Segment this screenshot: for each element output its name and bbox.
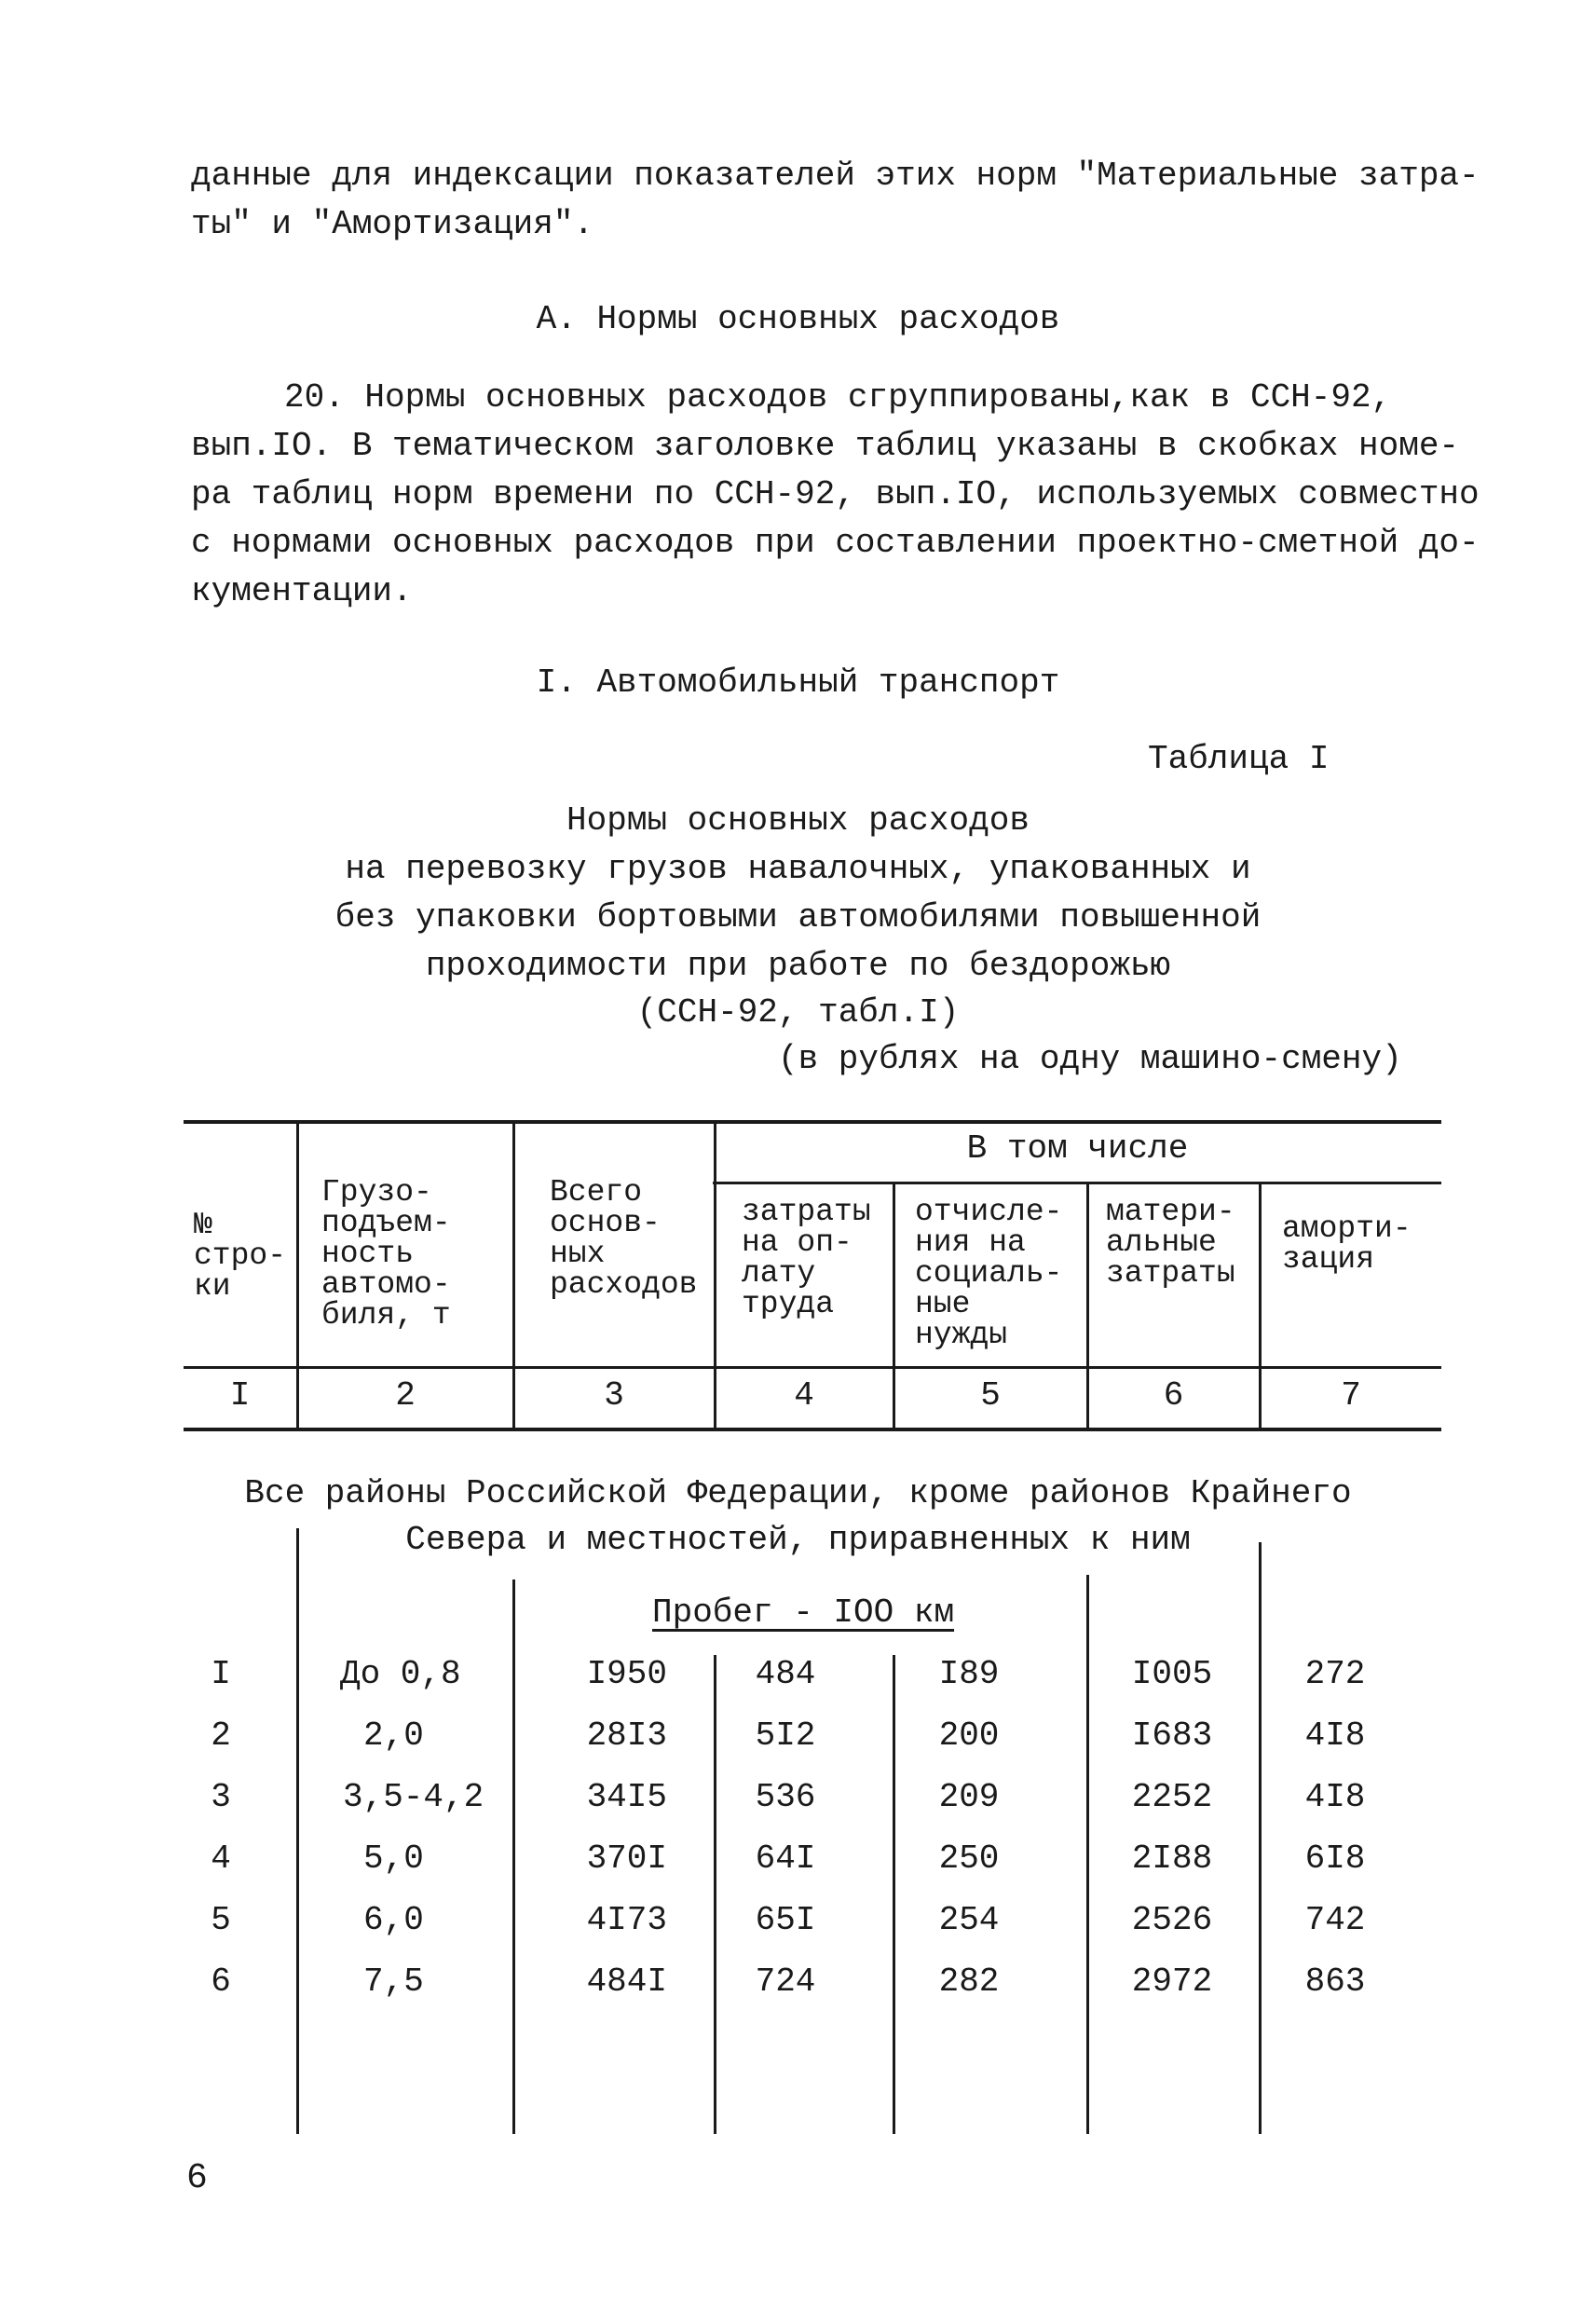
- column-header-row-number: № стро- ки: [194, 1208, 287, 1304]
- row-number: 3: [211, 1778, 231, 1816]
- materials-cell: 2526: [1131, 1901, 1213, 1939]
- total-cell: 34I5: [586, 1778, 667, 1816]
- table-label: Таблица I: [1148, 740, 1330, 778]
- total-cell: I950: [586, 1655, 667, 1693]
- group-header: В том числе: [966, 1129, 1189, 1168]
- column-header-total: Всего основ- ных расходов: [550, 1175, 698, 1302]
- materials-cell: 2I88: [1131, 1839, 1213, 1878]
- column-header-labor: затраты на оп- лату труда: [742, 1195, 871, 1321]
- row-number: 6: [211, 1962, 231, 2001]
- paragraph-20-line-4: с нормами основных расходов при составлении проектно-сметной до-: [191, 524, 1480, 562]
- body-rule: [1259, 1542, 1262, 2134]
- social-cell: 282: [938, 1962, 1000, 2001]
- table-title-line-1: Нормы основных расходов: [566, 801, 1030, 840]
- total-cell: 484I: [586, 1962, 667, 2001]
- section-1-heading: I. Автомобильный транспорт: [536, 663, 1060, 702]
- mileage-subhead: Пробег - IOO км: [652, 1593, 955, 1632]
- body-rule: [512, 1579, 515, 2134]
- labor-cell: 536: [755, 1778, 816, 1816]
- total-cell: 370I: [586, 1839, 667, 1878]
- table-title-line-2: на перевозку грузов навалочных, упакованных и: [345, 850, 1251, 888]
- intro-line-2: ты" и "Амортизация".: [191, 205, 594, 243]
- social-cell: 200: [938, 1716, 1000, 1755]
- column-header-amortization: аморти- зация: [1282, 1211, 1412, 1277]
- materials-cell: 2252: [1131, 1778, 1213, 1816]
- materials-cell: I005: [1131, 1655, 1213, 1693]
- row-number: 2: [211, 1716, 231, 1755]
- row-number: I: [211, 1655, 231, 1693]
- paragraph-20-line-1: 20. Нормы основных расходов сгруппированы,как в ССН-92,: [284, 378, 1392, 417]
- labor-cell: 64I: [755, 1839, 816, 1878]
- labor-cell: 65I: [755, 1901, 816, 1939]
- column-number: 3: [604, 1376, 624, 1415]
- row-number: 5: [211, 1901, 231, 1939]
- amortization-cell: 863: [1304, 1962, 1366, 2001]
- intro-line-1: данные для индексации показателей этих норм "Материальные затра-: [191, 157, 1480, 195]
- table-title-line-3: без упаковки бортовыми автомобилями повышенной: [334, 898, 1262, 937]
- region-line-2: Севера и местностей, приравненных к ним: [405, 1521, 1191, 1559]
- total-cell: 4I73: [586, 1901, 667, 1939]
- table-title-line-4: проходимости при работе по бездорожью: [425, 947, 1171, 985]
- labor-cell: 724: [755, 1962, 816, 2001]
- table-title-line-5: (ССН-92, табл.I): [636, 993, 960, 1032]
- section-a-heading: А. Нормы основных расходов: [536, 300, 1060, 338]
- column-number: 6: [1163, 1376, 1184, 1415]
- capacity-cell: 7,5: [363, 1962, 424, 2001]
- column-header-capacity: Грузо- подъем- ность автомо- биля, т: [321, 1175, 451, 1333]
- amortization-cell: 6I8: [1304, 1839, 1366, 1878]
- capacity-cell: 5,0: [363, 1839, 424, 1878]
- row-number: 4: [211, 1839, 231, 1878]
- capacity-cell: 3,5-4,2: [343, 1778, 484, 1816]
- region-line-1: Все районы Российской Федерации, кроме районов Крайнего: [244, 1474, 1352, 1512]
- column-number: 2: [395, 1376, 416, 1415]
- column-header-materials: матери- альные затраты: [1106, 1195, 1235, 1291]
- capacity-cell: До 0,8: [340, 1655, 461, 1693]
- amortization-cell: 4I8: [1304, 1716, 1366, 1755]
- paragraph-20-line-3: ра таблиц норм времени по ССН-92, вып.IO, используемых совместно: [191, 475, 1480, 513]
- column-number: 4: [794, 1376, 814, 1415]
- paragraph-20-line-2: вып.IO. В тематическом заголовке таблиц указаны в скобках номе-: [191, 427, 1460, 465]
- social-cell: 254: [938, 1901, 1000, 1939]
- units-note: (в рублях на одну машино-смену): [778, 1040, 1402, 1078]
- total-cell: 28I3: [586, 1716, 667, 1755]
- column-number: 7: [1341, 1376, 1361, 1415]
- social-cell: 209: [938, 1778, 1000, 1816]
- paragraph-20-line-5: кументации.: [191, 572, 413, 610]
- amortization-cell: 4I8: [1304, 1778, 1366, 1816]
- page-number: 6: [186, 2158, 208, 2198]
- labor-cell: 484: [755, 1655, 816, 1693]
- capacity-cell: 2,0: [363, 1716, 424, 1755]
- column-number: I: [229, 1376, 251, 1415]
- social-cell: 250: [938, 1839, 1000, 1878]
- column-header-social: отчисле- ния на социаль- ные нужды: [915, 1195, 1063, 1352]
- body-rule: [296, 1528, 299, 2134]
- labor-cell: 5I2: [755, 1716, 816, 1755]
- capacity-cell: 6,0: [363, 1901, 424, 1939]
- materials-cell: 2972: [1131, 1962, 1213, 2001]
- amortization-cell: 272: [1304, 1655, 1366, 1693]
- materials-cell: I683: [1131, 1716, 1213, 1755]
- column-number: 5: [980, 1376, 1001, 1415]
- amortization-cell: 742: [1304, 1901, 1366, 1939]
- social-cell: I89: [938, 1655, 1000, 1693]
